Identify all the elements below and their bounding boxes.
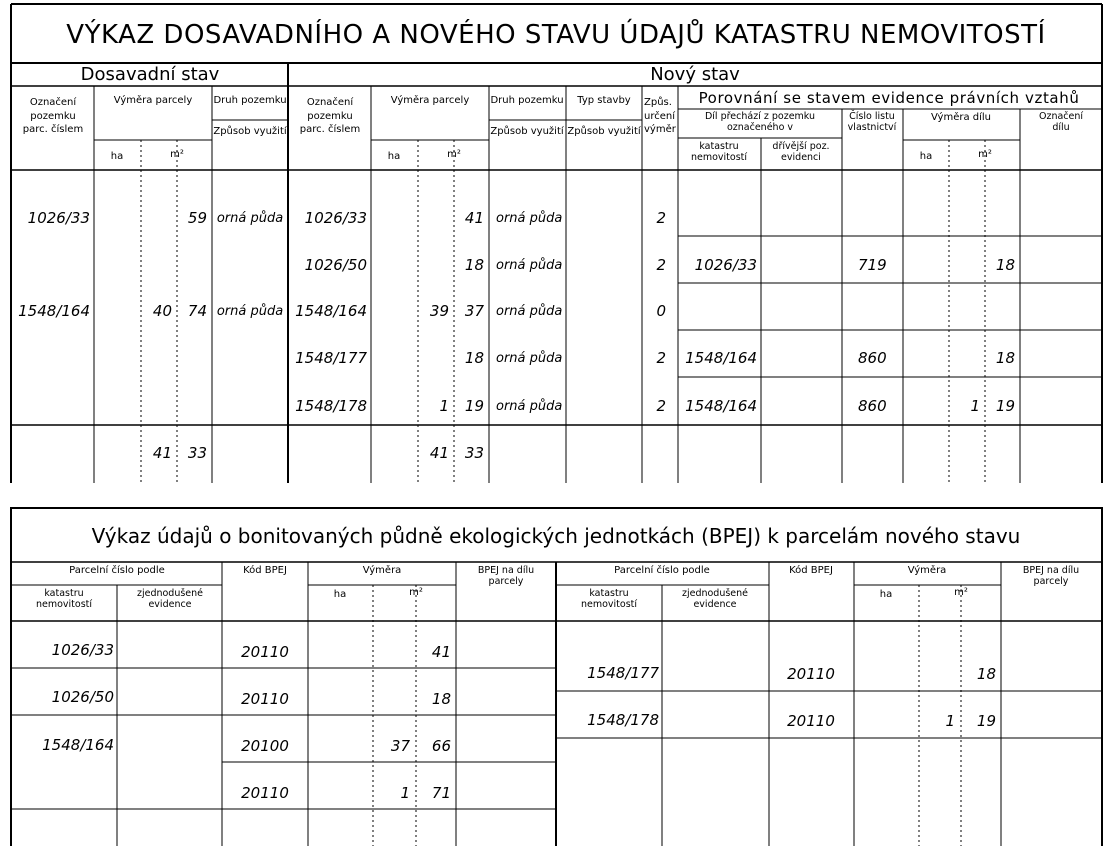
new-list-vlastnictvi: 719 <box>858 256 887 274</box>
header-vymera-new: Výměra parcely <box>390 95 470 106</box>
new-list-vlastnictvi: 860 <box>858 397 887 415</box>
header-drivejsi-poz: dřívější poz. evidenci <box>772 141 830 163</box>
bpej-kod: 20110 <box>787 712 835 730</box>
new-m2: 18 <box>464 349 484 367</box>
header-katastru-nemovitosti: katastru nemovitostí <box>690 141 748 163</box>
new-zpusob-urceni: 2 <box>656 397 666 415</box>
new-list-vlastnictvi: 860 <box>858 349 887 367</box>
bpej-parcel: 1548/178 <box>587 711 659 729</box>
new-parcel: 1548/164 <box>295 302 367 320</box>
header-m2-left: m² <box>409 587 423 598</box>
new-katastr: 1548/164 <box>685 397 757 415</box>
bpej-ha: 1 <box>400 784 410 802</box>
header-typ-stavby: Typ stavby <box>577 95 631 106</box>
header-parcelni-cislo-left: Parcelní číslo podle <box>69 565 165 576</box>
new-druh: orná půda <box>496 399 563 414</box>
header-vymera-old: Výměra parcely <box>113 95 193 106</box>
new-parcel: 1026/50 <box>304 256 367 274</box>
new-druh: orná půda <box>496 304 563 319</box>
new-zpusob-urceni: 2 <box>656 256 666 274</box>
header-dil-prechazi: Díl přechází z pozemku označeného v <box>704 111 816 133</box>
old-parcel: 1548/164 <box>18 302 90 320</box>
old-m2: 74 <box>187 302 207 320</box>
header-m2-old: m² <box>170 149 184 160</box>
bpej-parcel: 1026/50 <box>51 688 114 706</box>
old-druh: orná půda <box>216 211 284 226</box>
new-total-ha: 41 <box>429 444 449 462</box>
header-zpusob-old: Způsob využití <box>213 126 287 137</box>
header-vymera-dilu: Výměra dílu <box>930 112 992 123</box>
new-m2: 41 <box>464 209 484 227</box>
header-druh-old: Druh pozemku <box>213 95 287 106</box>
header-bpej-na-dilu-right: BPEJ na dílu parcely <box>1022 565 1080 587</box>
new-druh: orná půda <box>496 351 563 366</box>
new-parcel: 1026/33 <box>304 209 367 227</box>
new-m2: 37 <box>464 302 484 320</box>
header-porovnani: Porovnání se stavem evidence právních vztahů <box>698 89 1080 107</box>
old-m2: 59 <box>187 209 207 227</box>
new-katastr: 1548/164 <box>685 349 757 367</box>
bpej-kod: 20110 <box>241 784 289 802</box>
bpej-kod: 20110 <box>241 643 289 661</box>
header-katastru-right: katastru nemovitostí <box>580 588 638 610</box>
bpej-m2: 18 <box>976 665 996 683</box>
header-zpusob-vyuziti-2: Způsob využití <box>567 126 641 137</box>
new-m2: 18 <box>464 256 484 274</box>
bpej-ha: 1 <box>945 712 955 730</box>
bpej-parcel: 1548/164 <box>42 736 114 754</box>
bpej-kod: 20110 <box>787 665 835 683</box>
lower-title: Výkaz údajů o bonitovaných půdně ekologických jednotkách (BPEJ) k parcelám nového stavu <box>91 524 1021 548</box>
bpej-parcel: 1548/177 <box>587 664 659 682</box>
old-druh: orná půda <box>216 304 284 319</box>
header-m2-new: m² <box>447 149 461 160</box>
new-katastr: 1026/33 <box>694 256 757 274</box>
header-bpej-na-dilu-left: BPEJ na dílu parcely <box>477 565 535 587</box>
header-zjednodusene-left: zjednodušené evidence <box>136 588 204 610</box>
bpej-kod: 20100 <box>241 737 289 755</box>
header-vymera-right: Výměra <box>907 565 947 576</box>
bpej-m2: 41 <box>431 643 451 661</box>
bpej-m2: 71 <box>431 784 451 802</box>
header-parcelni-cislo-right: Parcelní číslo podle <box>614 565 710 576</box>
new-parcel: 1548/177 <box>295 349 367 367</box>
bpej-m2: 18 <box>431 690 451 708</box>
new-druh: orná půda <box>496 258 563 273</box>
new-state-heading: Nový stav <box>650 64 740 85</box>
new-zpusob-urceni: 2 <box>656 349 666 367</box>
new-m2: 19 <box>464 397 484 415</box>
old-state-heading: Dosavadní stav <box>80 64 220 85</box>
header-m2-dil: m² <box>978 149 992 160</box>
header-m2-right: m² <box>954 587 968 598</box>
new-dil-m2: 18 <box>995 256 1015 274</box>
header-oznaceni-old: Označení pozemku parc. číslem <box>22 97 84 135</box>
new-dil-m2: 19 <box>995 397 1015 415</box>
new-zpusob-urceni: 2 <box>656 209 666 227</box>
header-zpusob-urceni: Způs. určení výměr <box>644 97 676 135</box>
old-parcel: 1026/33 <box>27 209 90 227</box>
header-katastru-left: katastru nemovitostí <box>35 588 93 610</box>
old-total-m2: 33 <box>187 444 207 462</box>
header-ha-new: ha <box>387 151 401 162</box>
header-ha-dil: ha <box>919 151 933 162</box>
new-dil-m2: 18 <box>995 349 1015 367</box>
header-ha-left: ha <box>333 589 347 600</box>
bpej-ha: 37 <box>390 737 410 755</box>
header-kod-bpej-left: Kód BPEJ <box>243 565 287 576</box>
bpej-m2: 19 <box>976 712 996 730</box>
new-zpusob-urceni: 0 <box>656 302 666 320</box>
new-parcel: 1548/178 <box>295 397 367 415</box>
bpej-kod: 20110 <box>241 690 289 708</box>
header-kod-bpej-right: Kód BPEJ <box>789 565 833 576</box>
header-oznaceni-new: Označení pozemku parc. číslem <box>299 97 361 135</box>
old-total-ha: 41 <box>152 444 172 462</box>
header-zjednodusene-right: zjednodušené evidence <box>681 588 749 610</box>
upper-title: VÝKAZ DOSAVADNÍHO A NOVÉHO STAVU ÚDAJŮ KATASTRU NEMOVITOSTÍ <box>66 20 1046 50</box>
header-cislo-listu: Číslo listu vlastnictví <box>847 111 897 133</box>
old-ha: 40 <box>152 302 172 320</box>
header-ha-old: ha <box>110 151 124 162</box>
new-ha: 1 <box>439 397 449 415</box>
header-vymera-left: Výměra <box>362 565 402 576</box>
new-dil-ha: 1 <box>970 397 980 415</box>
bpej-parcel: 1026/33 <box>51 641 114 659</box>
new-druh: orná půda <box>496 211 563 226</box>
bpej-m2: 66 <box>431 737 451 755</box>
header-ha-right: ha <box>879 589 893 600</box>
new-total-m2: 33 <box>464 444 484 462</box>
header-zpusob-new: Způsob využití <box>490 126 564 137</box>
new-ha: 39 <box>429 302 449 320</box>
header-druh-new: Druh pozemku <box>490 95 564 106</box>
header-oznaceni-dilu: Označení dílu <box>1038 111 1084 133</box>
